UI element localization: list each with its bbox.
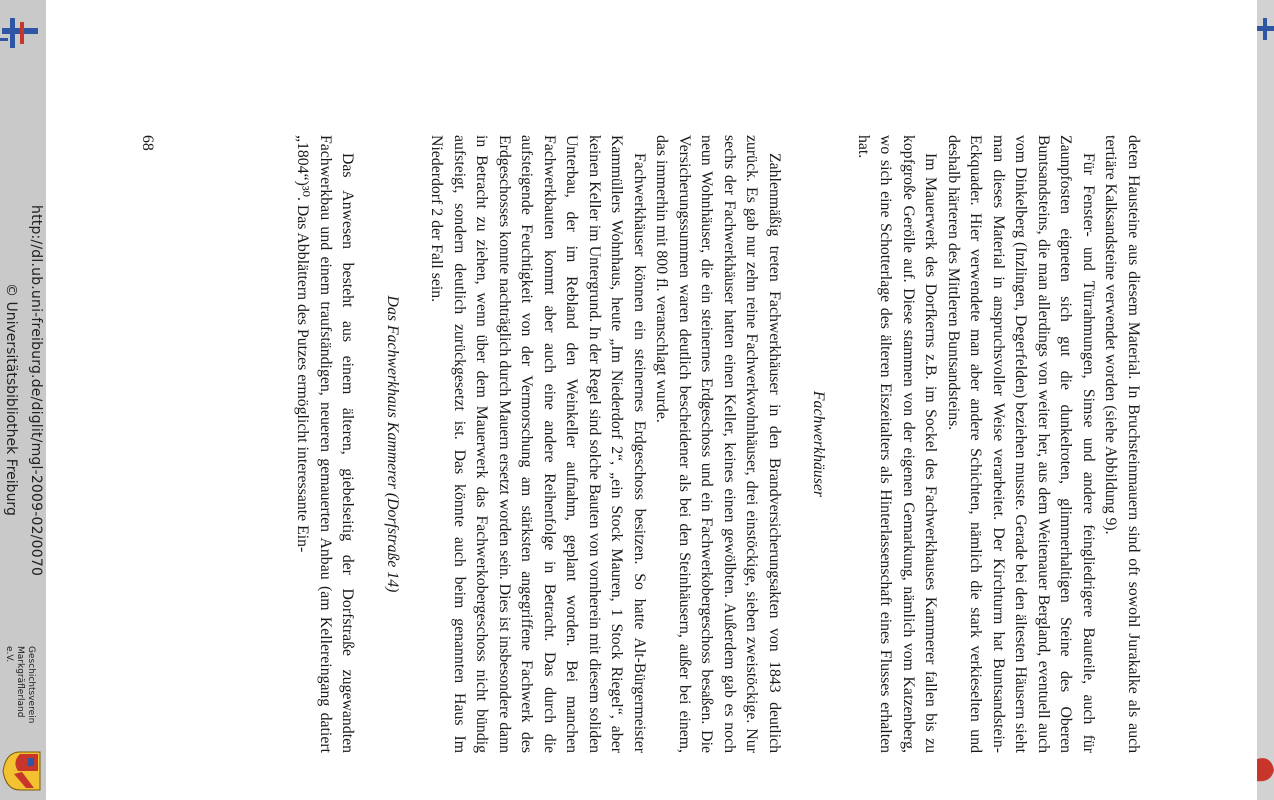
- paragraph: Für Fenster- und Türrahmungen, Simse und andere feingliedrigere Bauteile, auch für Zaunpfosten eigneten sich gut die dunkelroten, glimmerhaltigen Steine des Oberen Buntsandsteins, die man allerdings von weiter her, aus dem Weitenauer Bergland, eventuell auch vom Dinkelberg (Inzlingen, Degerfelden) beziehen musste. Gerade bei den ältesten Häusern sieht man dieses Material in anspruchsvoller Weise verarbeitet. Der Kirchturm hat Buntsandstein-Eckquader. Hier verwendete man aber andere Schichten, nämlich die stark verkieselten und deshalb härteren des Mittleren Buntsandsteins.: [945, 135, 1097, 753]
- paragraph: Zahlenmäßig treten Fachwerkhäuser in den Brandversicherungsakten von 1843 deutlich zurück. Es gab nur zehn reine Fachwerkwohnhäuser, drei einstöckige, sieben zweistöckige. Nur sechs der Fachwerkhäuser hatten einen Keller, keines einen gewölbten. Außerdem gab es noch neun Wohnhäuser, die ein steinernes Erdgeschoss und ein Fachwerkobergeschoss besaßen. Die Versicherungssummen waren deutlich bescheidener als bei den Steinhäusern, außer bei einem, das immerhin mit 800 fl. veranschlagt wurde.: [653, 135, 783, 753]
- page-number: 68: [139, 135, 156, 151]
- paragraph: Das Anwesen besteht aus einem älteren, giebelseitig der Dorfstraße zugewandten Fachwerkbau und einem traufständigen, neueren gemauerten Anbau (am Kellereingang datiert „1804“)³⁰. Das Abblättern des Putzes ermöglicht interessante Ein-: [294, 135, 357, 753]
- paragraph: Fachwerkhäuser können ein steinernes Erdgeschoss besitzen. So hatte Alt-Bürgermeister Kammüllers Wohnhaus, heute „Im Niederdorf 2“, „ein Stock Mauren, 1 Stock Riegel“, aber keinen Keller im Untergrund. In der Regel sind solche Bauten von vornherein mit diesem soliden Unterbau, der im Rebland den Weinkeller aufnahm, geplant worden. Bei manchen Fachwerkbauten kommt aber auch eine andere Reihenfolge in Betracht. Das durch die aufsteigende Feuchtigkeit von der Vermorschung am stärksten angegriffene Fachwerk des Erdgeschosses konnte nachträglich durch Mauern ersetzt worden sein. Dies ist insbesondere dann in Betracht zu ziehen, wenn über dem Mauerwerk das Fachwerkobergeschoss nicht bündig aufsteigt, sondern deutlich zurückgesetzt ist. Das könnte auch beim genannten Haus Im Niederdorf 2 der Fall sein.: [428, 135, 648, 753]
- org-line: Markgräflerland e.V.: [4, 646, 25, 718]
- body-text: [291, 135, 1144, 753]
- section-heading: Das Fachwerkhaus Kammerer (Dorfstraße 14): [384, 295, 401, 593]
- paragraph: deten Hausteine aus diesem Material. In Bruchsteinmauern sind oft sowohl Jurakalke als auch tertiäre Kalksandsteine verwendet worden (siehe Abbildung 9).: [1102, 135, 1142, 753]
- footer-url-link[interactable]: http://dl.ub.uni-freiburg.de/diglit/mgl-2009-02/0070: [28, 205, 44, 577]
- footer-organization: [3, 646, 36, 726]
- paragraph: Im Mauerwerk des Dorfkerns z.B. im Sockel des Fachwerkhauses Kammerer fallen bis zu kopfgroße Gerölle auf. Diese stammen von der eigenen Gemarkung, nämlich vom Katzenberg, wo sich eine Schotterlage des älteren Eiszeitalters als Hinterlassenschaft eines Flusses erhalten hat.: [855, 135, 940, 753]
- org-line: Geschichtsverein: [26, 646, 36, 724]
- section-heading: Fachwerkhäuser: [810, 390, 828, 498]
- coat-of-arms-icon: [2, 750, 42, 792]
- footer-copyright: © Universitätsbibliothek Freiburg: [3, 283, 19, 516]
